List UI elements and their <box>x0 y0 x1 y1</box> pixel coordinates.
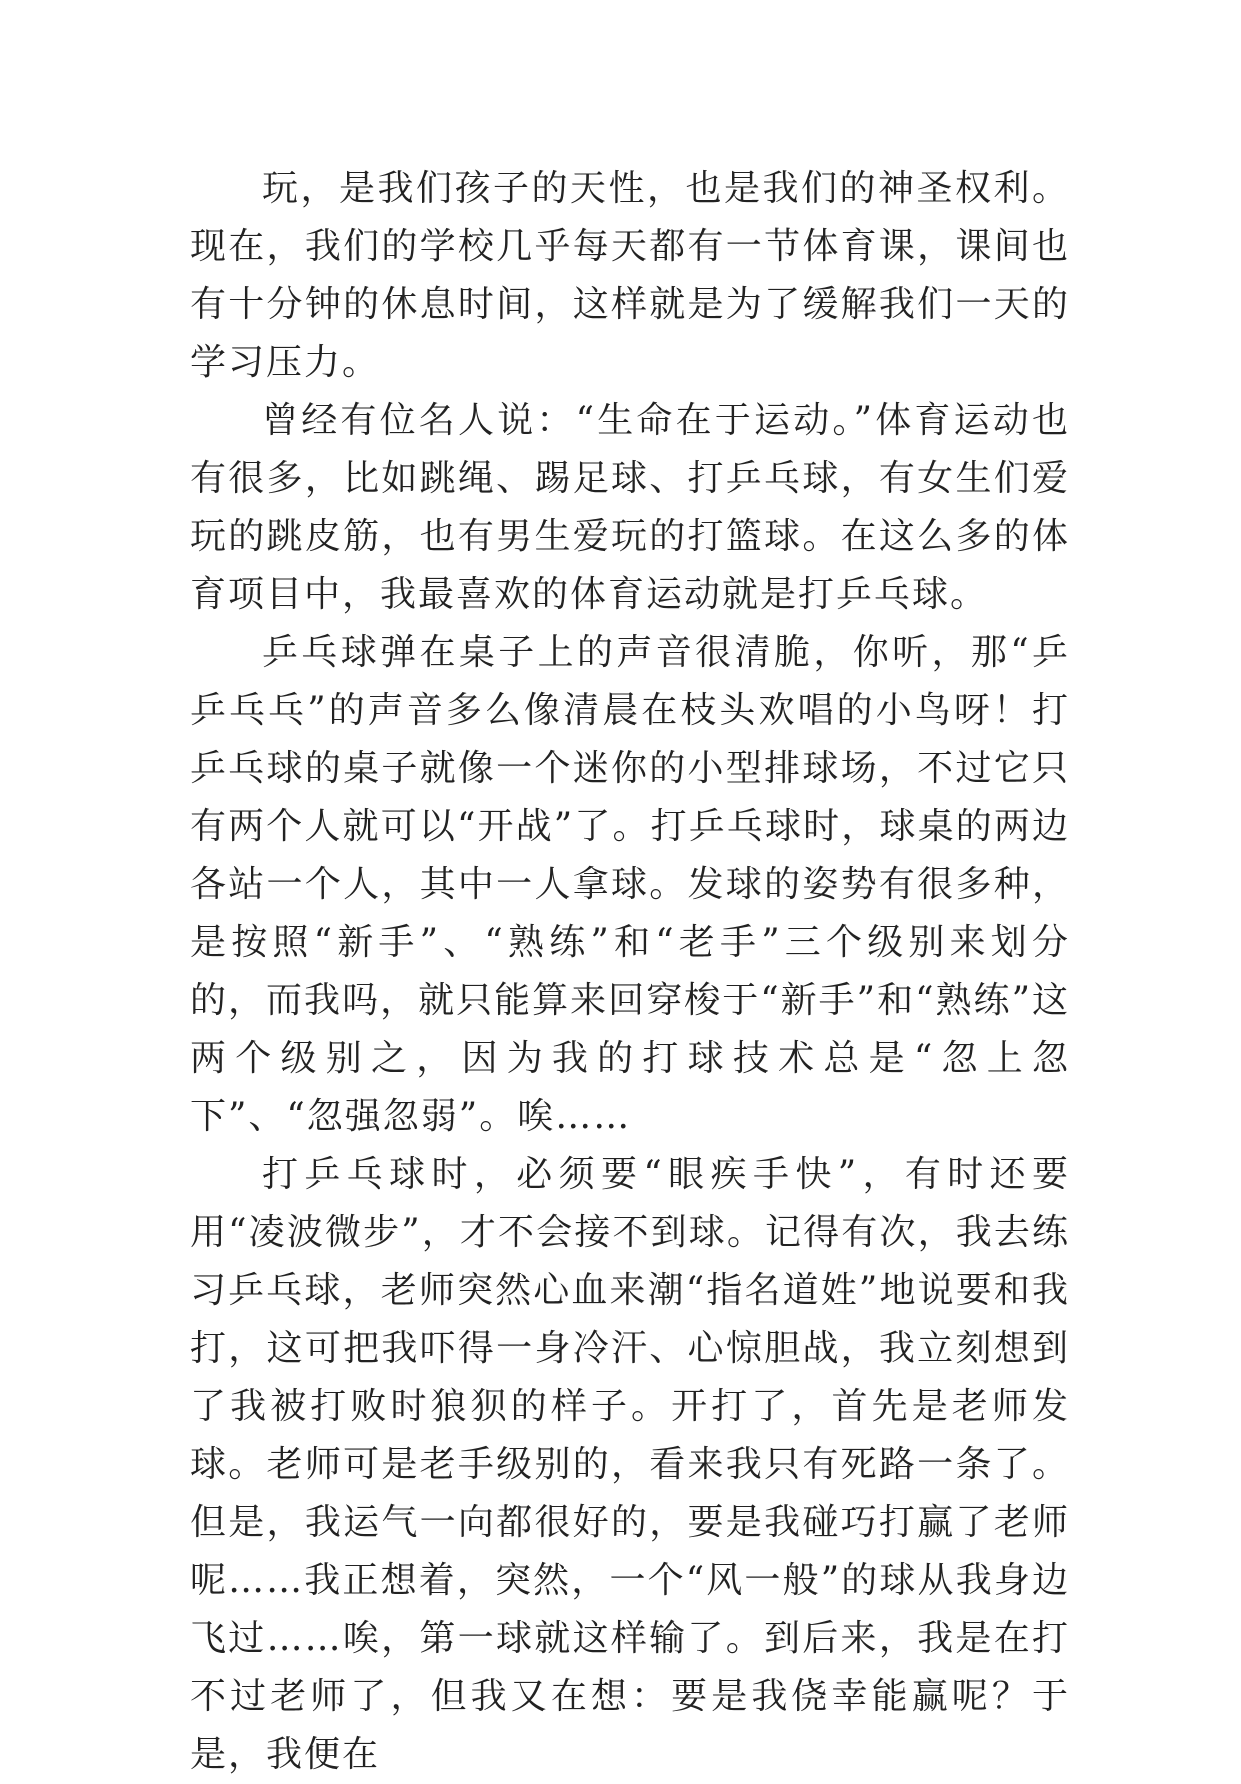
paragraph-4: 打乒乓球时，必须要“眼疾手快”，有时还要用“凌波微步”，才不会接不到球。记得有次，我去练习乒乓球，老师突然心血来潮“指名道姓”地说要和我打，这可把我吓得一身冷汗、心惊胆战，我立刻想到了我被打败时狼狈的样子。开打了，首先是老师发球。老师可是老手级别的，看来我只有死路一条了。但是，我运气一向都很好的，要是我碰巧打赢了老师呢……我正想着，突然，一个“风一般”的球从我身边飞过……唉，第一球就这样输了。到后来，我是在打不过老师了，但我又在想：要是我侥幸能赢呢？于是，我便在 <box>190 1154 1070 1775</box>
paragraph-2: 曾经有位名人说：“生命在于运动。”体育运动也有很多，比如跳绳、踢足球、打乒乓球，有女生们爱玩的跳皮筋，也有男生爱玩的打篮球。在这么多的体育项目中，我最喜欢的体育运动就是打乒乓球。 <box>190 400 1070 615</box>
document-body <box>190 160 1070 1784</box>
paragraph-3: 乒乓球弹在桌子上的声音很清脆，你听，那“乒乒乓乓”的声音多么像清晨在枝头欢唱的小鸟呀！打乒乓球的桌子就像一个迷你的小型排球场，不过它只有两个人就可以“开战”了。打乒乓球时，球桌的两边各站一个人，其中一人拿球。发球的姿势有很多种，是按照“新手”、“熟练”和“老手”三个级别来划分的，而我吗，就只能算来回穿梭于“新手”和“熟练”这两个级别之，因为我的打球技术总是“忽上忽下”、“忽强忽弱”。唉…… <box>190 632 1070 1137</box>
paragraph-1: 玩，是我们孩子的天性，也是我们的神圣权利。现在，我们的学校几乎每天都有一节体育课，课间也有十分钟的休息时间，这样就是为了缓解我们一天的学习压力。 <box>190 168 1070 383</box>
